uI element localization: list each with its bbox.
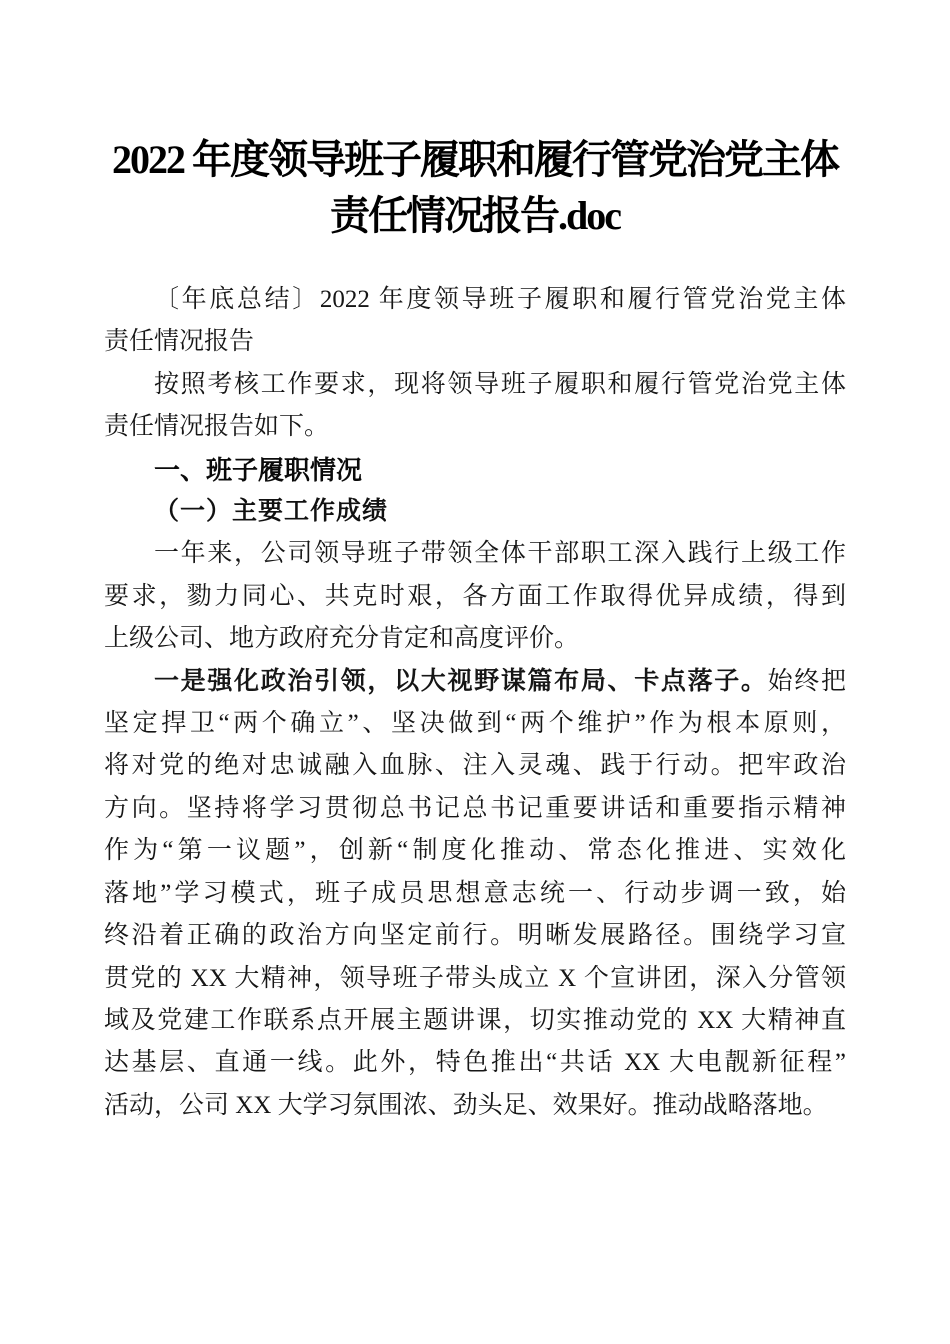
text-segment: 一是强化政治引领，以大视野谋篇布局、卡点落子。 <box>154 667 768 695</box>
text-segment: 活动，公司 XX 大学习氛围浓、劲头足、效果好。推动战略落地。 <box>104 1091 828 1119</box>
subsection-heading <box>104 491 846 533</box>
text-segment: 一、班子履职情况 <box>154 454 363 485</box>
document-body <box>104 279 846 1127</box>
body-line <box>104 830 846 872</box>
text-segment: 〔年底总结〕2022 年度领导班子履职和履行管党治党主体 <box>154 286 846 313</box>
text-segment: 始终把 <box>767 667 846 695</box>
text-segment: 一年来，公司领导班子带领全体干部职工深入践行上级工作 <box>154 540 846 568</box>
body-line <box>104 618 846 660</box>
text-segment: 域及党建工作联系点开展主题讲课，切实推动党的 XX 大精神直 <box>104 1006 846 1034</box>
paragraph <box>104 364 846 449</box>
text-segment: 作为“第一议题”，创新“制度化推动、常态化推进、实效化 <box>104 837 846 865</box>
text-segment: 坚定捍卫“两个确立”、坚决做到“两个维护”作为根本原则， <box>104 710 846 738</box>
text-segment: 终沿着正确的政治方向坚定前行。明晰发展路径。围绕学习宣 <box>104 922 846 950</box>
title-line-2: 责任情况报告.doc <box>330 193 620 238</box>
text-segment: 方向。坚持将学习贯彻总书记总书记重要讲话和重要指示精神 <box>104 794 846 822</box>
text-segment: 达基层、直通一线。此外，特色推出“共话 XX 大电靓新征程” <box>104 1049 846 1077</box>
text-segment: 将对党的绝对忠诚融入血脉、注入灵魂、践于行动。把牢政治 <box>104 752 846 780</box>
body-line <box>104 958 846 1000</box>
body-line <box>104 364 846 406</box>
text-segment: 责任情况报告 <box>104 328 255 356</box>
title-line-1: 2022 年度领导班子履职和履行管党治党主体 <box>112 137 838 182</box>
body-line <box>104 703 846 745</box>
subsection-heading <box>104 491 846 533</box>
body-line <box>104 576 846 618</box>
body-line <box>104 745 846 787</box>
paragraph <box>104 533 846 660</box>
body-line <box>104 533 846 575</box>
body-line <box>104 406 846 448</box>
text-segment: （一）主要工作成绩 <box>154 498 389 526</box>
section-heading <box>104 449 846 491</box>
body-line <box>104 788 846 830</box>
body-line <box>104 1000 846 1042</box>
text-segment: 贯党的 XX 大精神，领导班子带头成立 X 个宣讲团，深入分管领 <box>104 964 846 992</box>
section-heading <box>104 449 846 491</box>
body-line <box>104 1042 846 1084</box>
document-title <box>104 132 846 244</box>
text-segment: 按照考核工作要求，现将领导班子履职和履行管党治党主体 <box>154 370 846 398</box>
text-segment: 上级公司、地方政府充分肯定和高度评价。 <box>104 625 580 653</box>
body-line <box>104 661 846 703</box>
body-line <box>104 873 846 915</box>
body-line <box>104 321 846 363</box>
text-segment: 落地”学习模式，班子成员思想意志统一、行动步调一致，始 <box>104 879 846 907</box>
body-line <box>104 279 846 321</box>
paragraph <box>104 279 846 364</box>
body-line <box>104 1085 846 1127</box>
text-segment: 要求，勠力同心、共克时艰，各方面工作取得优异成绩，得到 <box>104 582 846 610</box>
body-line <box>104 915 846 957</box>
text-segment: 责任情况报告如下。 <box>104 413 330 441</box>
paragraph <box>104 661 846 1127</box>
